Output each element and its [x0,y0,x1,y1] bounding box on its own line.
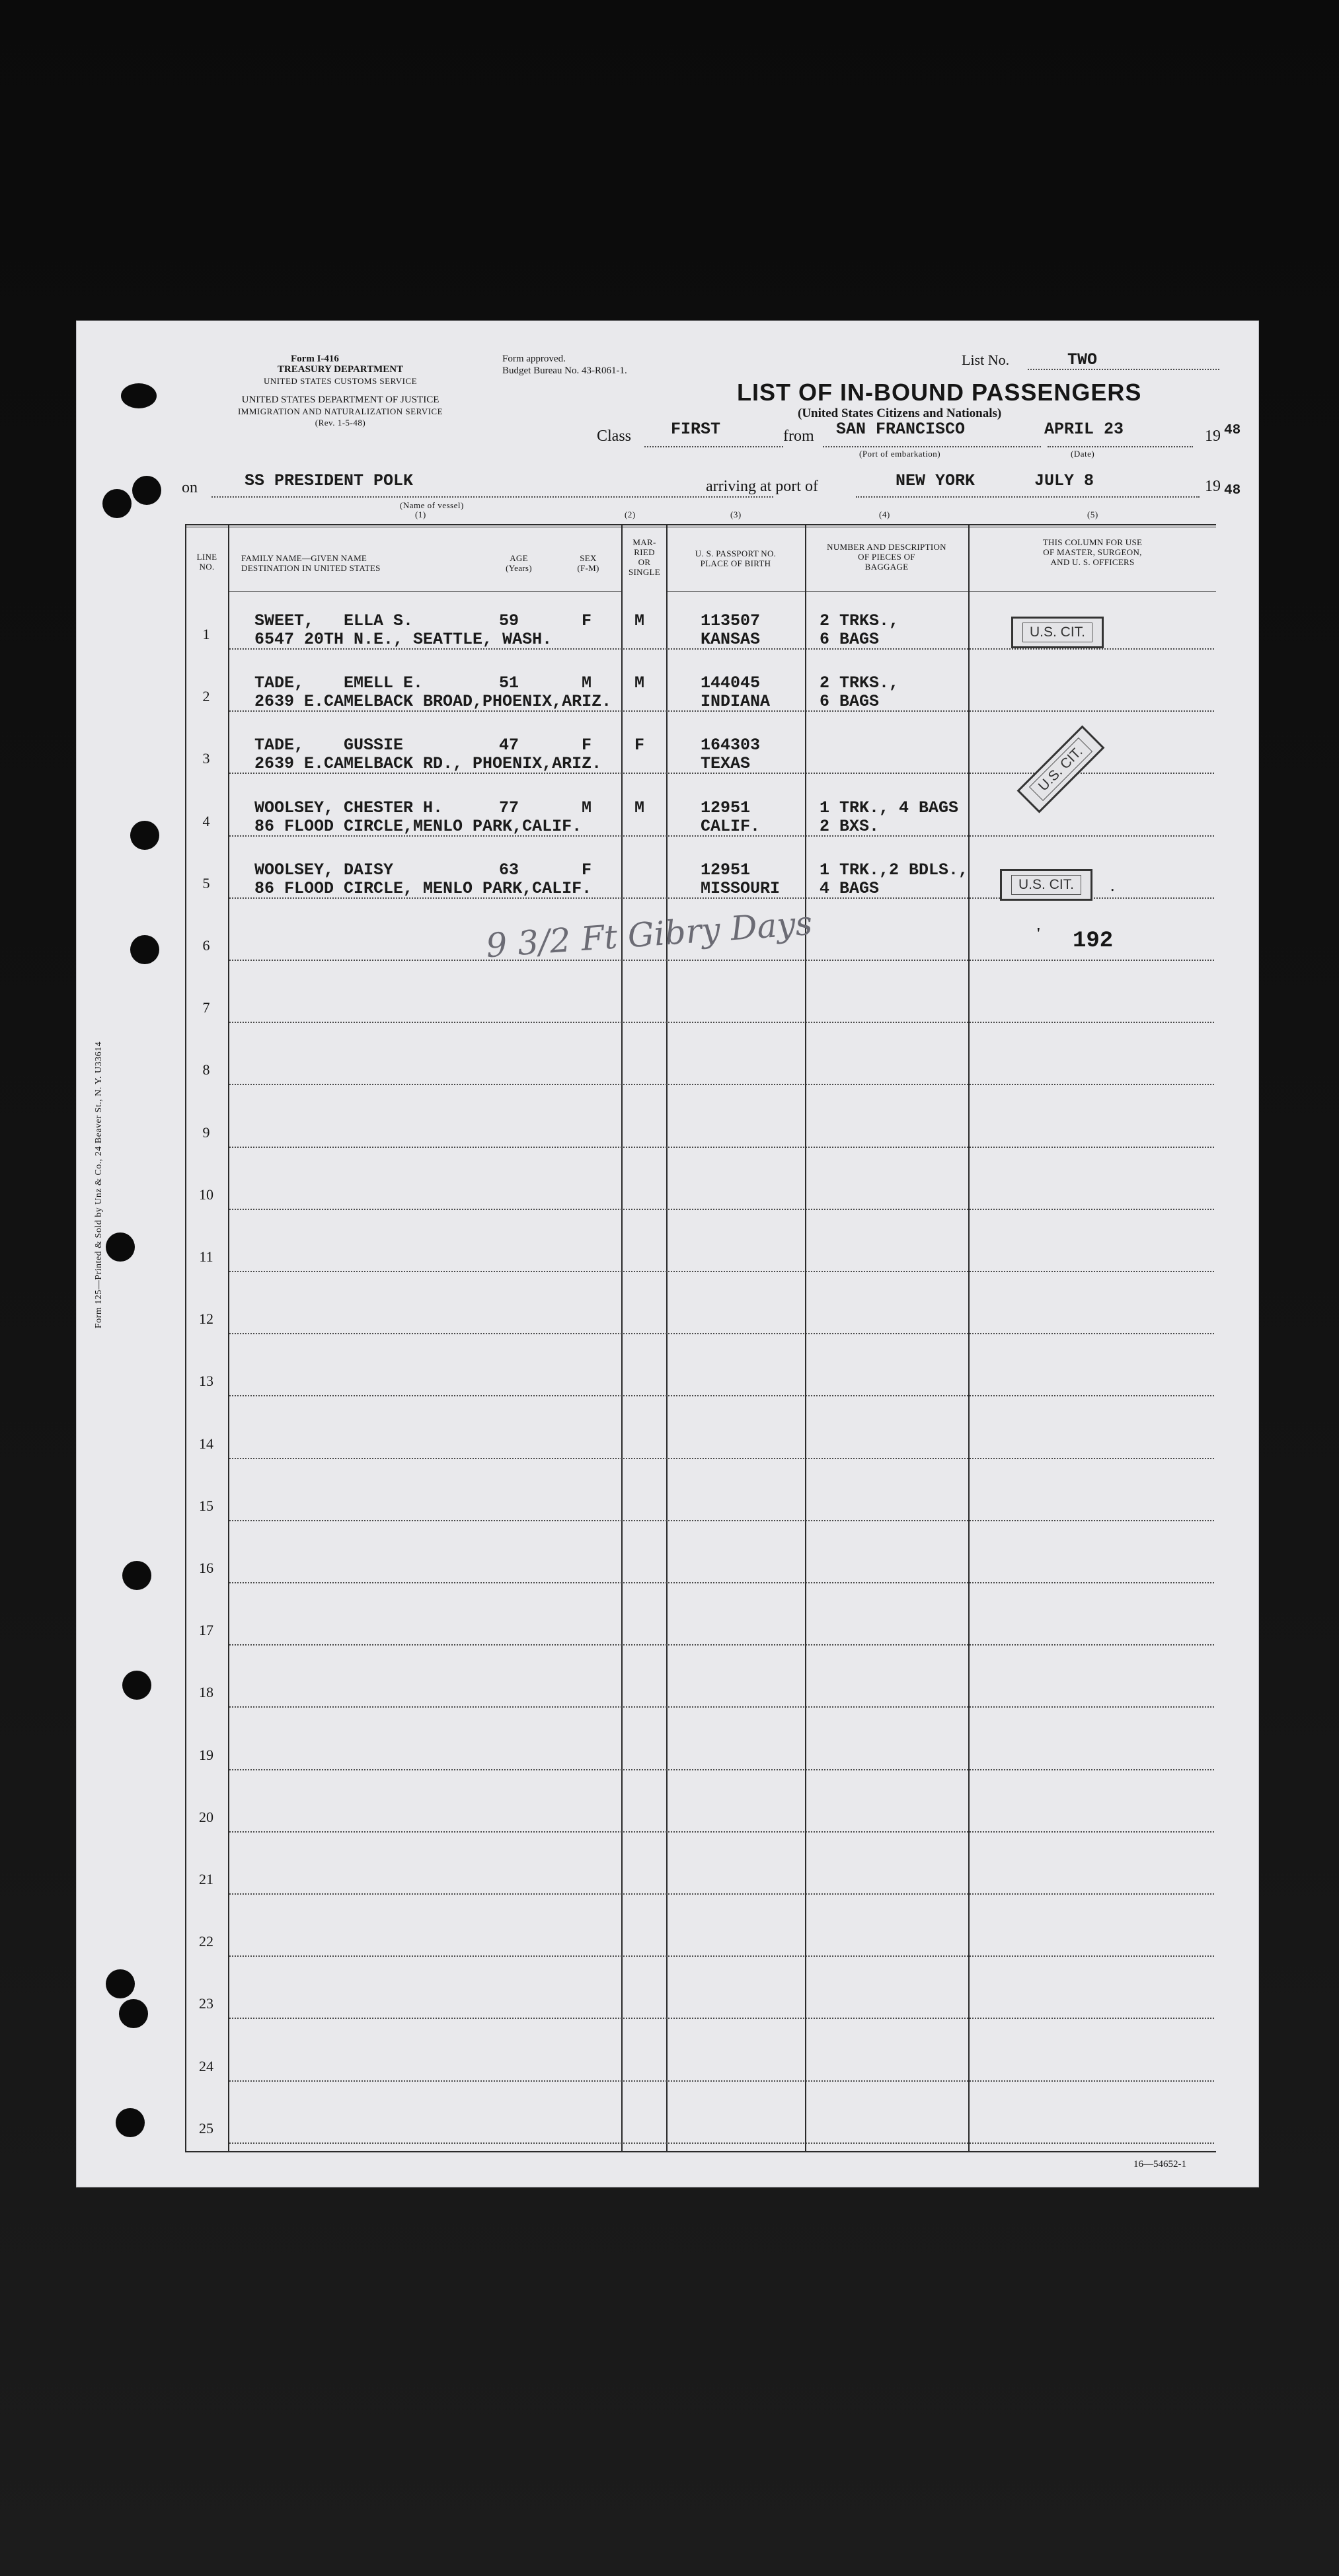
header-officers: THIS COLUMN FOR USE OF MASTER, SURGEON, AND U. S. OFFICERS [1042,537,1143,567]
document-subtitle: (United States Citizens and Nationals) [798,406,1002,420]
passenger-bag1: 1 TRK., 4 BAGS [820,798,959,817]
header-line-no: LINE NO. [196,552,217,572]
passenger-age: 47 [499,736,519,755]
row-rule [229,1333,1214,1334]
passenger-passport: 164303 [701,736,761,755]
row-rule [229,1209,1214,1210]
passenger-name: WOOLSEY, CHESTER H. [254,798,443,817]
line-number: 23 [199,1995,213,2012]
line-number: 21 [199,1871,213,1887]
line-number: 9 [202,1123,210,1141]
passenger-bag1: 1 TRK.,2 BDLS., [820,860,969,880]
punch-hole [122,1671,151,1700]
passenger-name: WOOLSEY, DAISY [254,860,394,880]
row-rule [229,1084,1214,1085]
punch-hole [130,935,159,964]
passenger-passport: 113507 [701,611,761,630]
year-suffix-1: 48 [1224,423,1241,438]
col-num-3: (3) [730,510,742,519]
header-age: AGE (Years) [506,553,532,573]
list-no-label: List No. [962,352,1010,368]
line-number: 2 [202,688,210,705]
passenger-dest: 6547 20TH N.E., SEATTLE, WASH. [254,630,553,649]
on-label: on [182,479,198,496]
passenger-age: 51 [499,673,519,693]
passenger-age: 63 [499,860,519,880]
passenger-bag1: 2 TRKS., [820,611,899,630]
arriving-label: arriving at port of [706,478,818,495]
punch-hole [106,1232,135,1262]
document-title: LIST OF IN-BOUND PASSENGERS [737,379,1142,406]
col-num-1: (1) [415,510,426,519]
col-num-4: (4) [879,510,890,519]
line-number: 11 [199,1248,213,1265]
row-rule [229,1395,1214,1396]
treasury-dept: TREASURY DEPARTMENT [277,364,404,375]
punch-hole [122,1561,151,1590]
punch-hole [121,383,157,408]
line-number: 17 [199,1622,213,1639]
passenger-passport: 12951 [701,860,751,880]
arrival-date: JULY 8 [1034,471,1094,490]
embarkation-date: APRIL 23 [1044,420,1124,439]
line-number: 19 [199,1746,213,1763]
line-number: 22 [199,1933,213,1950]
line-number: 3 [202,750,210,767]
us-citizen-stamp: U.S. CIT. [1011,617,1104,648]
passenger-age: 77 [499,798,519,817]
form-approved: Form approved. [502,354,566,364]
line-number: 14 [199,1435,213,1452]
passenger-sex: M [582,798,592,817]
year-prefix-2: 19 [1205,478,1221,495]
passenger-married: F [634,736,645,755]
line-number: 20 [199,1808,213,1825]
row-rule [229,1644,1214,1646]
passenger-sex: M [582,673,592,693]
header-married: MAR- RIED OR SINGLE [628,537,661,577]
passenger-bag2: 4 BAGS [820,878,880,898]
arrival-port: NEW YORK [896,471,976,490]
passenger-married: M [634,611,645,630]
row-rule [229,1271,1214,1272]
line-number: 13 [199,1373,213,1390]
punch-hole [106,1969,135,1998]
row-rule [229,960,1214,961]
line-number: 16 [199,1560,213,1576]
port-caption: (Port of embarkation) [859,449,941,459]
line-number: 25 [199,2119,213,2137]
class-label: Class [597,428,632,445]
line-number: 12 [199,1310,213,1328]
passenger-passport: 12951 [701,798,751,817]
row-rule [229,1955,1214,1957]
passenger-dest: 2639 E.CAMELBACK BROAD,PHOENIX,ARIZ. [254,692,612,712]
passenger-name: SWEET, ELLA S. [254,611,414,630]
row-rule [229,1769,1214,1770]
line-number: 6 [202,937,210,954]
punch-hole [116,2108,145,2137]
vessel-caption: (Name of vessel) [400,500,464,510]
budget-bureau: Budget Bureau No. 43-R061-1. [502,365,627,376]
passenger-bag2: 6 BAGS [820,630,880,649]
passenger-dest: 2639 E.CAMELBACK RD., PHOENIX,ARIZ. [254,754,602,774]
punch-hole [119,1999,148,2028]
passenger-count: 192 [1073,928,1114,954]
row-rule [229,1147,1214,1148]
ins-service: IMMIGRATION AND NATURALIZATION SERVICE [237,406,443,416]
line-number: 10 [199,1186,213,1203]
passenger-age: 59 [499,611,519,630]
row-rule [229,1520,1214,1521]
from-label: from [783,428,814,445]
line-number: 24 [199,2057,213,2074]
row-rule [229,1706,1214,1708]
passenger-name: TADE, GUSSIE [254,736,404,755]
passenger-sex: F [582,860,592,880]
row-rule [229,1893,1214,1895]
row-rule [229,2142,1214,2144]
punch-hole [102,489,132,518]
punch-hole [130,821,159,850]
passenger-birth: MISSOURI [701,878,781,898]
line-number: 7 [202,999,210,1016]
passenger-sex: F [582,736,592,755]
date-caption: (Date) [1071,449,1095,459]
handwritten-note: 9 3/2 Ft Gibry Days [484,903,814,966]
passenger-list-document: Form 125—Printed & Sold by Unz & Co., 24 Beaver St., N. Y. U33614 Form I-416 TREASURY DEPARTMENT UNITED STATES CUSTOMS SERVICE UNITED STATES DEPARTMENT OF JUSTICE IMMIGRATION AND NATURALIZATION SERVICE (Rev. 1-5-48) Form approved. Budget Bureau No. 43-R061-1. List No. TWO LIST OF IN-BOUND PASSENGERS (United States Citizens and Nationals) Class FIRST from SAN FRANCISCO (Port of embarkation) APRIL 23 (Date) 19 48 on SS PRESIDENT POLK (Name of vessel) arriving at port of NEW YORK JULY 8 19 48 (1) (2) (3) (4) (5) LINE NO. FAMILY NAME—GIVEN NAME DESTINATION IN UNITED STATES AGE (Years) SEX (F-M) MAR- RIED OR SINGLE U. S. PASSPORT NO. PLACE OF BIRTH NUMBER AND DESCRIPTION OF PIECES OF BAGGAGE THIS COLUMN FOR USE OF MASTER, SURGEON, AND U. S. OFFICERS 1 2 3 4 5 6 7 8 9 10 11 12 13 14 15 16 17 18 19 20 21 22 23 24 25 SWEET, ELLA S. 6547 20TH N.E., SEATTLE, WASH. 59 F M 113507 KANSAS 2 TRKS., 6 BAGS TADE, EMELL E. 2639 E.CAMELBACK BROAD,PHOENIX,ARIZ. 51 M M 144045 INDIANA 2 TRKS., 6 BAGS TADE, GUSSIE 2639 E.CAMELBACK RD., PHOENIX,ARIZ. 47 F F 164303 TEXAS WOOLSEY, CHESTER H. 86 FLOOD CIRCLE,MENLO PARK,CALIF. 77 M M 12951 CALIF. 1 TRK., 4 BAGS 2 BXS. WOOLSEY, DAISY 86 FLOOD CIRCLE, MENLO PARK,CALIF. 63 F 12951 MISSOURI 1 TRK.,2 BDLS., 4 BAGS U.S. CIT. U.S. CIT. U.S. CIT. . 192 ' 9 3/2 Ft Gibry Days 16—54652-1 [76,321,1259,2187]
passenger-name: TADE, EMELL E. [254,673,424,693]
justice-dept: UNITED STATES DEPARTMENT OF JUSTICE [241,395,440,405]
punch-hole [132,476,161,505]
us-citizen-stamp: U.S. CIT. [1017,726,1105,814]
passenger-married: M [634,798,645,817]
passenger-birth: CALIF. [701,816,761,836]
year-prefix-1: 19 [1205,428,1221,445]
line-number: 4 [202,812,210,829]
passenger-passport: 144045 [701,673,761,693]
passenger-sex: F [582,611,592,630]
line-number: 8 [202,1061,210,1079]
row-rule [229,1831,1214,1833]
vessel-name: SS PRESIDENT POLK [245,471,414,490]
passenger-bag2: 6 BAGS [820,692,880,712]
header-name-destination: FAMILY NAME—GIVEN NAME DESTINATION IN UNITED STATES [241,553,381,573]
revision: (Rev. 1-5-48) [315,418,366,428]
col-num-2: (2) [625,510,636,519]
header-baggage: NUMBER AND DESCRIPTION OF PIECES OF BAGGAGE [827,542,946,572]
port-of-embarkation: SAN FRANCISCO [836,420,966,439]
row-rule [229,1458,1214,1459]
header-sex: SEX (F-M) [577,553,599,573]
passenger-birth: INDIANA [701,692,771,712]
header-passport: U. S. PASSPORT NO. PLACE OF BIRTH [695,549,777,568]
row-rule [229,2080,1214,2082]
year-suffix-2: 48 [1224,483,1241,498]
line-number: 5 [202,874,210,891]
line-number: 15 [199,1497,213,1514]
printer-imprint: Form 125—Printed & Sold by Unz & Co., 24 Beaver St., N. Y. U33614 [94,1041,104,1329]
row-rule [229,1582,1214,1583]
us-citizen-stamp: U.S. CIT. [1000,869,1092,901]
form-number: Form I-416 [291,354,339,364]
passenger-dest: 86 FLOOD CIRCLE, MENLO PARK,CALIF. [254,878,592,898]
passenger-birth: KANSAS [701,630,761,649]
line-number: 18 [199,1684,213,1701]
list-no-value: TWO [1067,350,1098,369]
row-rule [229,2018,1214,2019]
passenger-dest: 86 FLOOD CIRCLE,MENLO PARK,CALIF. [254,816,582,836]
col-num-5: (5) [1087,510,1098,519]
passenger-bag2: 2 BXS. [820,816,880,836]
passenger-married: M [634,673,645,693]
passenger-birth: TEXAS [701,754,751,774]
footer-code: 16—54652-1 [1133,2159,1186,2170]
passenger-bag1: 2 TRKS., [820,673,899,693]
row-rule [229,1022,1214,1023]
class-value: FIRST [671,420,721,439]
line-number: 1 [202,626,210,642]
customs-service: UNITED STATES CUSTOMS SERVICE [263,376,418,386]
